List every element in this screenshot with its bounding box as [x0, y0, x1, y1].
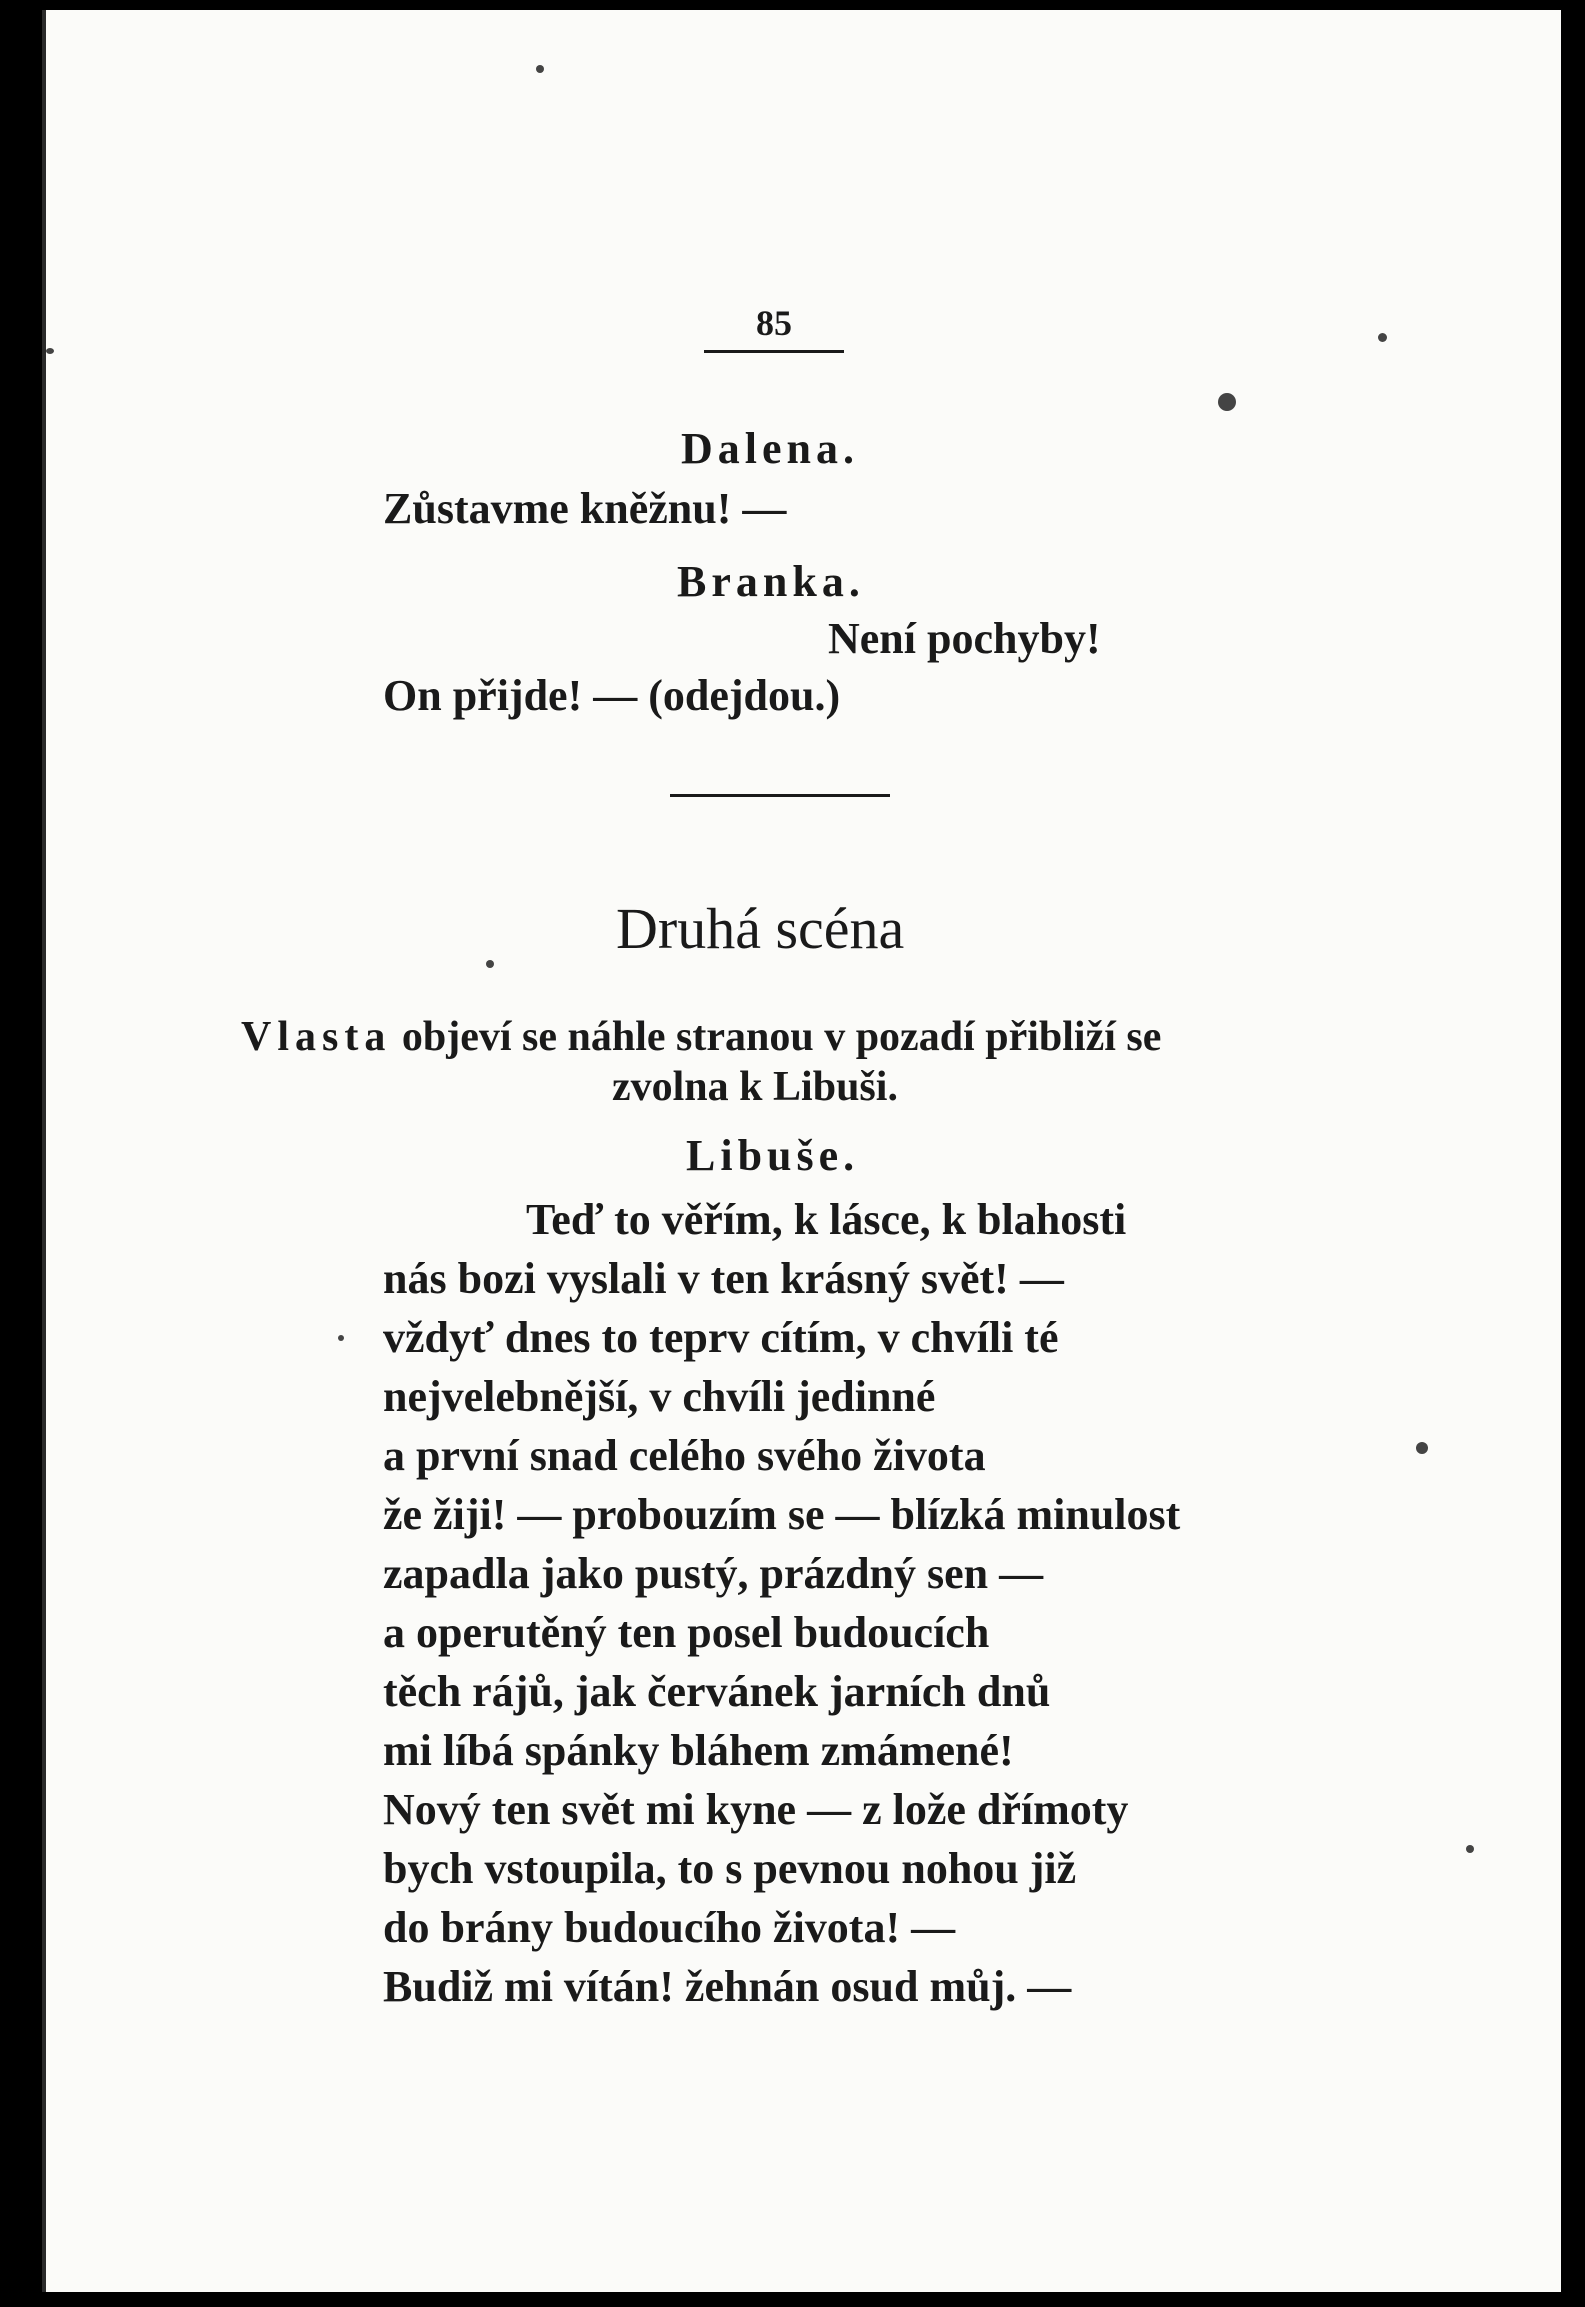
- scene-separator: [670, 794, 890, 797]
- speaker-dalena: Dalena.: [681, 424, 859, 473]
- verse-line: zapadla jako pustý, prázdný sen —: [383, 1549, 1044, 1598]
- verse-line: a první snad celého svého života: [383, 1431, 986, 1480]
- scan-speck: [46, 348, 54, 354]
- page-number: 85: [756, 303, 792, 343]
- stage-direction-line: zvolna k Libuši.: [612, 1064, 898, 1110]
- verse-line: že žiji! — probouzím se — blízká minulost: [383, 1490, 1181, 1539]
- verse-line: nás bozi vyslali v ten krásný svět! —: [383, 1254, 1064, 1303]
- verse-line: nejvelebnější, v chvíli jedinné: [383, 1372, 936, 1421]
- scan-speck: [1416, 1442, 1428, 1454]
- stage-direction-line: [241, 1013, 1161, 1061]
- dialogue-line: Není pochyby!: [828, 614, 1101, 663]
- scan-speck: [1218, 393, 1236, 411]
- verse-line: těch rájů, jak červánek jarních dnů: [383, 1667, 1051, 1716]
- scan-speck: [486, 960, 494, 968]
- character-name: Vlasta: [241, 1014, 392, 1060]
- scan-speck: [338, 1335, 344, 1341]
- verse-line: mi líbá spánky bláhem zmámené!: [383, 1726, 1014, 1775]
- page-number-rule: [704, 350, 844, 353]
- verse-line: bych vstoupila, to s pevnou nohou již: [383, 1844, 1077, 1893]
- speaker-libuse: Libuše.: [686, 1131, 860, 1180]
- verse-line: do brány budoucího života! —: [383, 1903, 956, 1952]
- scan-speck: [1466, 1845, 1474, 1853]
- speaker-branka: Branka.: [677, 557, 865, 606]
- book-page: [42, 10, 1561, 2292]
- stage-direction-text: objeví se náhle stranou v pozadí přibliží se: [391, 1014, 1162, 1060]
- scene-title: Druhá scéna: [616, 896, 905, 961]
- verse-line: Budiž mi vítán! žehnán osud můj. —: [383, 1962, 1072, 2011]
- verse-line: Nový ten svět mi kyne — z lože dřímoty: [383, 1785, 1129, 1834]
- verse-line: Teď to věřím, k lásce, k blahosti: [526, 1195, 1127, 1244]
- dialogue-line: Zůstavme kněžnu! —: [383, 484, 787, 533]
- dialogue-line: On přijde! — (odejdou.): [383, 671, 841, 720]
- verse-line: a operutěný ten posel budoucích: [383, 1608, 990, 1657]
- scan-speck: [1378, 333, 1387, 342]
- scan-speck: [536, 65, 544, 73]
- verse-line: vždyť dnes to teprv cítím, v chvíli té: [383, 1313, 1059, 1362]
